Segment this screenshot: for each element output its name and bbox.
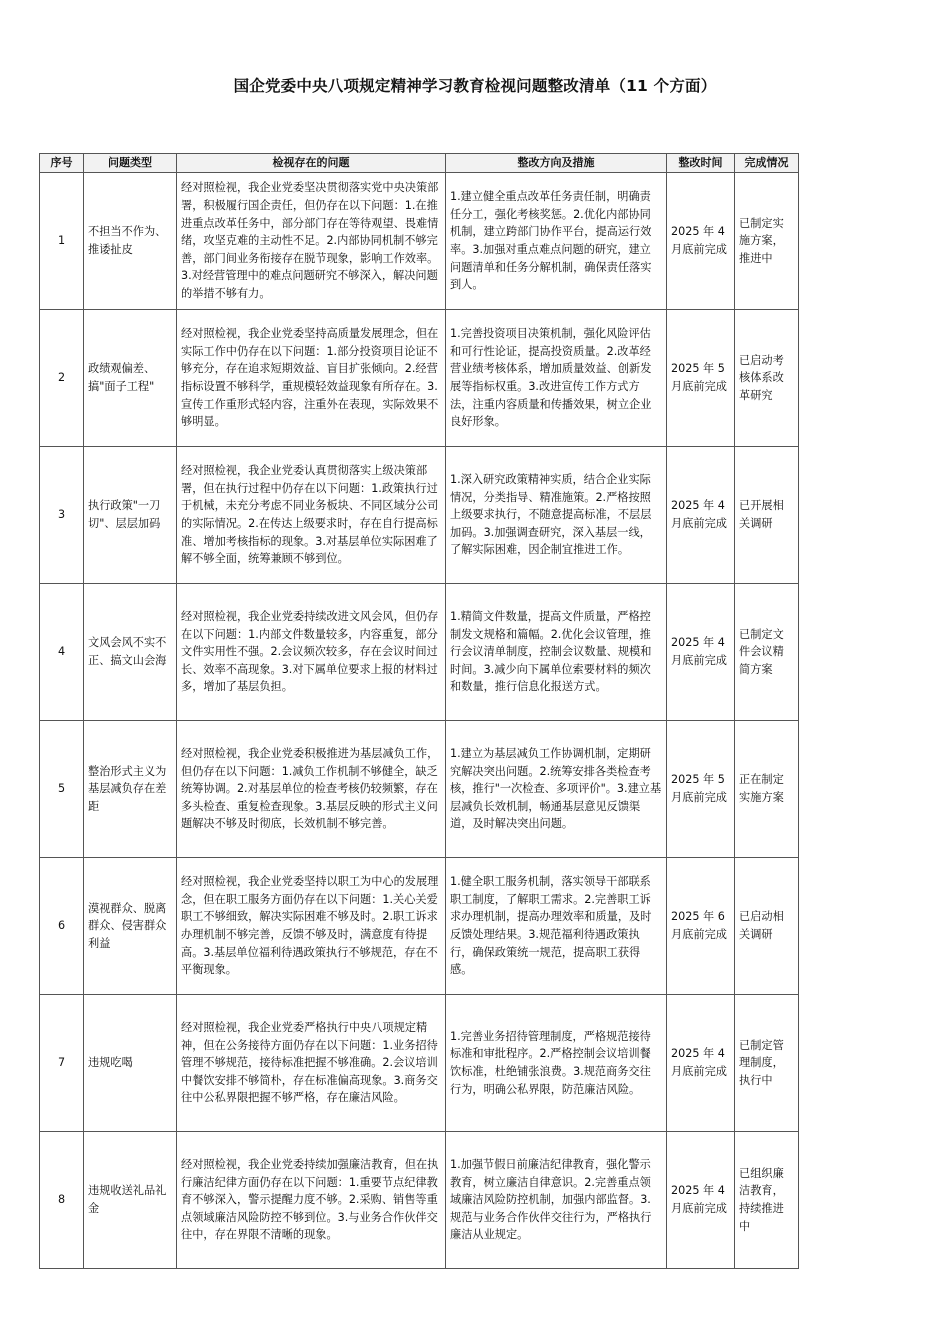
rectification-measures: 1.建立健全重点改革任务责任制，明确责任分工，强化考核奖惩。2.优化内部协同机制，建立跨部门协作平台，提高运行效率。3.加强对重点难点问题的研究，建立问题清单和任务分解机制，确保责任落实到人。 — [446, 173, 667, 310]
document-title: 国企党委中央八项规定精神学习教育检视问题整改清单（11 个方面） — [233, 77, 717, 95]
table-row — [40, 1132, 799, 1269]
table-row — [40, 173, 799, 310]
row-number: 4 — [40, 584, 84, 721]
rectification-measures: 1.深入研究政策精神实质，结合企业实际情况，分类指导、精准施策。2.严格按照上级要求执行，不随意提高标准，不层层加码。3.加强调查研究，深入基层一线，了解实际困难，因企制宜推进工作。 — [446, 447, 667, 584]
header-status: 完成情况 — [735, 154, 799, 173]
rectification-deadline: 2025 年 4 月底前完成 — [667, 173, 735, 310]
rectification-deadline: 2025 年 4 月底前完成 — [667, 995, 735, 1132]
rectification-deadline: 2025 年 4 月底前完成 — [667, 584, 735, 721]
rectification-measures: 1.健全职工服务机制，落实领导干部联系职工制度，了解职工需求。2.完善职工诉求办理机制，提高办理效率和质量，及时反馈处理结果。3.规范福利待遇政策执行，确保政策统一规范，提高职工获得感。 — [446, 858, 667, 995]
problem-description: 经对照检视，我企业党委积极推进为基层减负工作，但仍存在以下问题：1.减负工作机制不够健全，缺乏统筹协调。2.对基层单位的检查考核仍较频繁，存在多头检查、重复检查现象。3.基层反映的形式主义问题解决不够及时彻底，长效机制不够完善。 — [177, 721, 446, 858]
header-no: 序号 — [40, 154, 84, 173]
problem-type: 漠视群众、脱离群众、侵害群众利益 — [84, 858, 177, 995]
problem-type: 整治形式主义为基层减负存在差距 — [84, 721, 177, 858]
rectification-deadline: 2025 年 4 月底前完成 — [667, 447, 735, 584]
problem-description: 经对照检视，我企业党委坚持高质量发展理念，但在实际工作中仍存在以下问题：1.部分投资项目论证不够充分，存在追求短期效益、盲目扩张倾向。2.经营指标设置不够科学，重规模轻效益现象有所存在。3.宣传工作重形式轻内容，注重外在表现，实际效果不够明显。 — [177, 310, 446, 447]
row-number: 3 — [40, 447, 84, 584]
completion-status: 已启动相关调研 — [735, 858, 799, 995]
table-row — [40, 310, 799, 447]
rectification-measures: 1.加强节假日前廉洁纪律教育，强化警示教育，树立廉洁自律意识。2.完善重点领域廉洁风险防控机制，加强内部监督。3.规范与业务合作伙伴交往行为，严格执行廉洁从业规定。 — [446, 1132, 667, 1269]
completion-status: 已开展相关调研 — [735, 447, 799, 584]
problem-type: 不担当不作为、推诿扯皮 — [84, 173, 177, 310]
problem-type: 违规吃喝 — [84, 995, 177, 1132]
rectification-measures: 1.完善投资项目决策机制，强化风险评估和可行性论证，提高投资质量。2.改革经营业绩考核体系，增加质量效益、创新发展等指标权重。3.改进宣传工作方式方法，注重内容质量和传播效果，树立企业良好形象。 — [446, 310, 667, 447]
table-row — [40, 858, 799, 995]
row-number: 7 — [40, 995, 84, 1132]
problem-type: 政绩观偏差、搞"面子工程" — [84, 310, 177, 447]
rectification-deadline: 2025 年 5 月底前完成 — [667, 310, 735, 447]
completion-status: 已启动考核体系改革研究 — [735, 310, 799, 447]
rectification-measures: 1.完善业务招待管理制度，严格规范接待标准和审批程序。2.严格控制会议培训餐饮标准，杜绝铺张浪费。3.规范商务交往行为，明确公私界限，防范廉洁风险。 — [446, 995, 667, 1132]
row-number: 5 — [40, 721, 84, 858]
completion-status: 已制定管理制度，执行中 — [735, 995, 799, 1132]
problem-type: 文风会风不实不正、搞文山会海 — [84, 584, 177, 721]
row-number: 6 — [40, 858, 84, 995]
row-number: 8 — [40, 1132, 84, 1269]
problem-description: 经对照检视，我企业党委持续加强廉洁教育，但在执行廉洁纪律方面仍存在以下问题：1.重要节点纪律教育不够深入，警示提醒力度不够。2.采购、销售等重点领域廉洁风险防控不够到位。3.与业务合作伙伴交往中，存在界限不清晰的现象。 — [177, 1132, 446, 1269]
completion-status: 已制定实施方案，推进中 — [735, 173, 799, 310]
completion-status: 已制定文件会议精简方案 — [735, 584, 799, 721]
table-row — [40, 447, 799, 584]
problem-description: 经对照检视，我企业党委严格执行中央八项规定精神，但在公务接待方面仍存在以下问题：1.业务招待管理不够规范，接待标准把握不够准确。2.会议培训中餐饮安排不够简朴，存在标准偏高现象。3.商务交往中公私界限把握不够严格，存在廉洁风险。 — [177, 995, 446, 1132]
header-time: 整改时间 — [667, 154, 735, 173]
problem-type: 执行政策"一刀切"、层层加码 — [84, 447, 177, 584]
table-header-row — [40, 154, 799, 173]
problem-description: 经对照检视，我企业党委认真贯彻落实上级决策部署，但在执行过程中仍存在以下问题：1.政策执行过于机械，未充分考虑不同业务板块、不同区域分公司的实际情况。2.在传达上级要求时，存在自行提高标准、增加考核指标的现象。3.对基层单位实际困难了解不够全面，统筹兼顾不够到位。 — [177, 447, 446, 584]
table-row — [40, 721, 799, 858]
completion-status: 正在制定实施方案 — [735, 721, 799, 858]
problem-description: 经对照检视，我企业党委坚持以职工为中心的发展理念，但在职工服务方面仍存在以下问题：1.关心关爱职工不够细致，解决实际困难不够及时。2.职工诉求办理机制不够完善，反馈不够及时，满意度有待提高。3.基层单位福利待遇政策执行不够规范，存在不平衡现象。 — [177, 858, 446, 995]
problem-type: 违规收送礼品礼金 — [84, 1132, 177, 1269]
completion-status: 已组织廉洁教育，持续推进中 — [735, 1132, 799, 1269]
rectification-measures: 1.建立为基层减负工作协调机制，定期研究解决突出问题。2.统筹安排各类检查考核，推行"一次检查、多项评价"。3.建立基层减负长效机制，畅通基层意见反馈渠道，及时解决突出问题。 — [446, 721, 667, 858]
rectification-deadline: 2025 年 6 月底前完成 — [667, 858, 735, 995]
rectification-measures: 1.精简文件数量，提高文件质量，严格控制发文规格和篇幅。2.优化会议管理，推行会议清单制度，控制会议数量、规模和时间。3.减少向下属单位索要材料的频次和数量，推行信息化报送方式。 — [446, 584, 667, 721]
rectification-table — [39, 153, 799, 1269]
rectification-deadline: 2025 年 4 月底前完成 — [667, 1132, 735, 1269]
rectification-deadline: 2025 年 5 月底前完成 — [667, 721, 735, 858]
problem-description: 经对照检视，我企业党委坚决贯彻落实党中央决策部署，积极履行国企责任，但仍存在以下问题：1.在推进重点改革任务中，部分部门存在等待观望、畏难情绪，攻坚克难的主动性不足。2.内部协同机制不够完善，部门间业务衔接存在脱节现象，影响工作效率。3.对经营管理中的难点问题研究不够深入，解决问题的举措不够有力。 — [177, 173, 446, 310]
header-issue: 检视存在的问题 — [177, 154, 446, 173]
problem-description: 经对照检视，我企业党委持续改进文风会风，但仍存在以下问题：1.内部文件数量较多，内容重复，部分文件实用性不强。2.会议频次较多，存在会议时间过长、效率不高现象。3.对下属单位要求上报的材料过多，增加了基层负担。 — [177, 584, 446, 721]
table-row — [40, 995, 799, 1132]
header-fix: 整改方向及措施 — [446, 154, 667, 173]
row-number: 2 — [40, 310, 84, 447]
header-type: 问题类型 — [84, 154, 177, 173]
row-number: 1 — [40, 173, 84, 310]
table-row — [40, 584, 799, 721]
